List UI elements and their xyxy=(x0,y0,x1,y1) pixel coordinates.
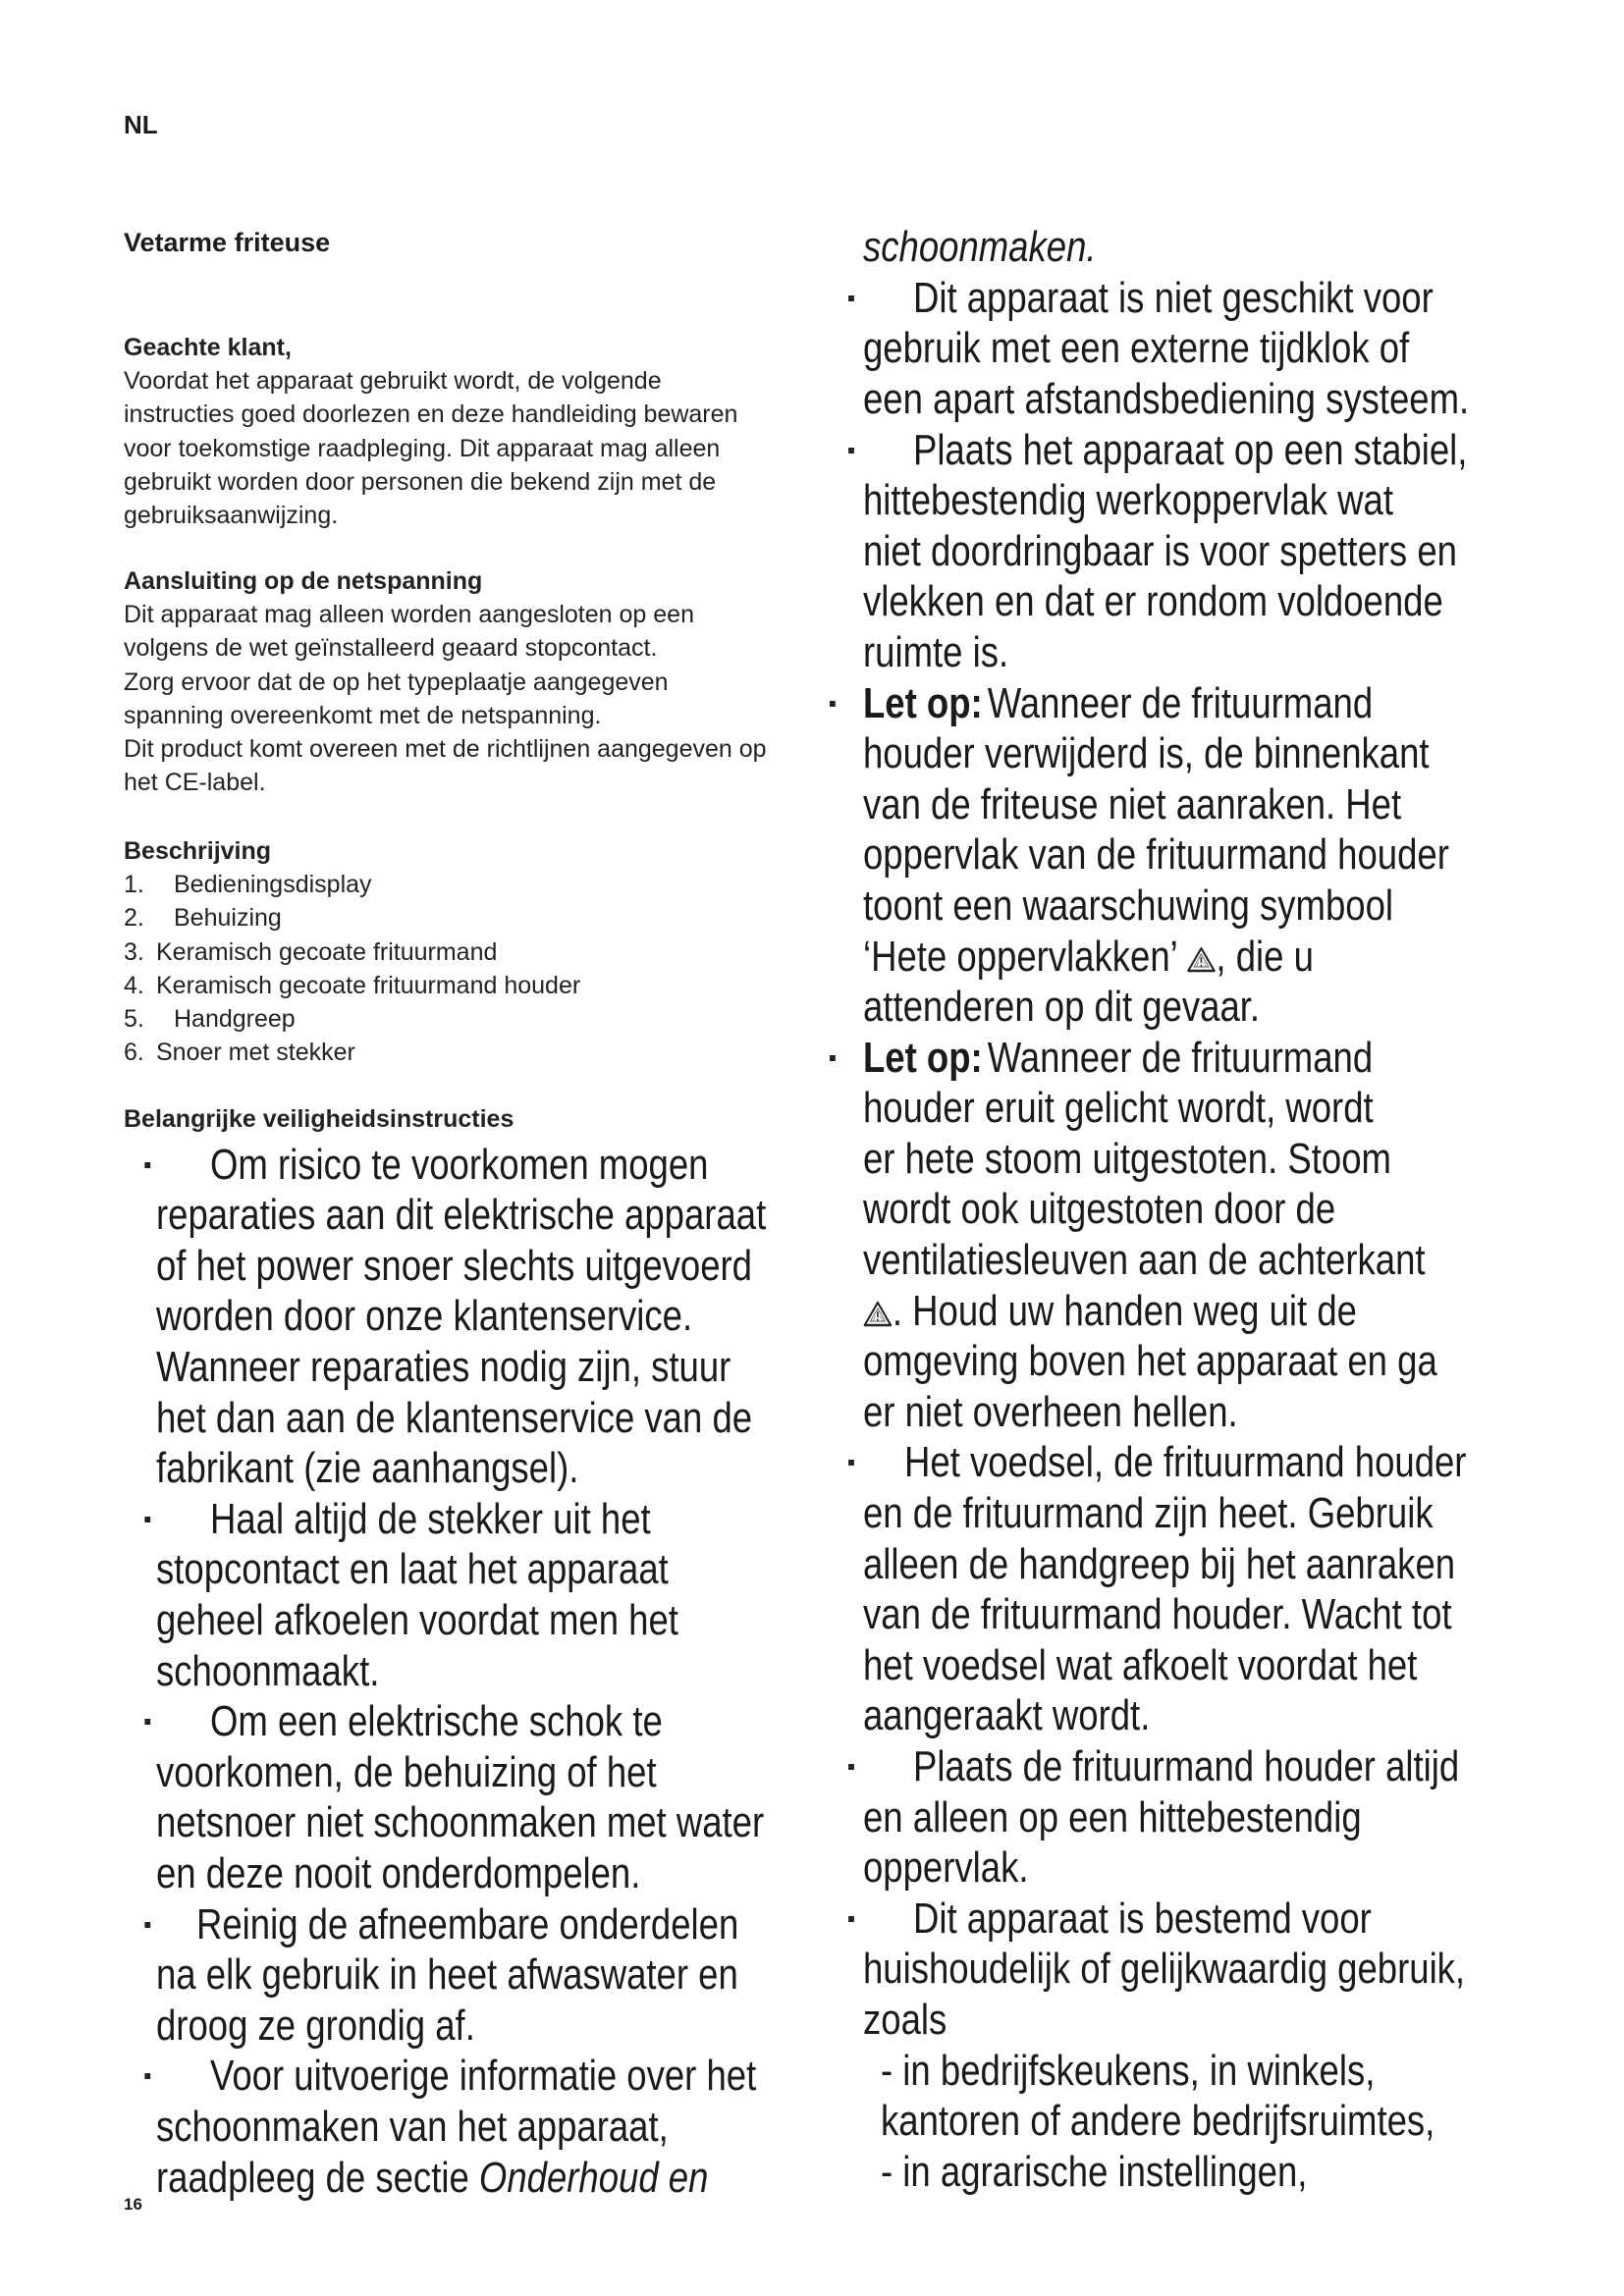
safety-item xyxy=(156,2051,791,2203)
safety-item xyxy=(156,1494,791,1696)
usage-examples-list: - in bedrijfskeukens, in winkels, kantoren of andere bedrijfsruimtes, - in agrarische instellingen, xyxy=(881,2046,1435,2196)
intro-text: Voordat het apparaat gebruikt wordt, de volgende instructies goed doorlezen en deze handleiding bewaren voor toekomstige raadpleging. Dit apparaat mag alleen gebruikt worden door personen die bekend zijn met de gebruiksaanwijzing. xyxy=(124,367,738,530)
bullet-icon xyxy=(848,295,854,301)
safety-item xyxy=(863,1437,1515,1741)
description-item xyxy=(124,868,580,901)
safety-warning-item xyxy=(863,1033,1515,1438)
item-label: Bedieningsdisplay xyxy=(174,871,372,899)
section-text: Dit apparaat mag alleen worden aangesloten op een volgens de wet geïnstalleerd geaard stopcontact. Zorg ervoor dat de op het typeplaatje aangegeven spanning overeenkomt met de netspanning. Dit product komt overeen met de richtlijnen aangegeven op het CE-label. xyxy=(124,601,767,797)
bullet-icon xyxy=(848,1764,854,1770)
safety-item-text: Wanneer de frituurmand houder verwijderd is, de binnenkant van de friteuse niet aanraken. Het oppervlak van de frituurmand houder toont een waarschuwing symbool ‘Hete oppervlakken’ xyxy=(863,678,1449,981)
safety-item-text: Dit apparaat is niet geschikt voor gebruik met een externe tijdklok of een apart afstandsbediening systeem. xyxy=(863,273,1470,423)
item-label: Snoer met stekker xyxy=(156,1039,355,1067)
item-label: Keramisch gecoate frituurmand houder xyxy=(156,971,581,999)
item-label: Handgreep xyxy=(174,1005,296,1034)
section-reference: Onderhoud en xyxy=(478,2153,709,2202)
safety-item xyxy=(863,425,1515,678)
description-item xyxy=(124,935,580,969)
item-number: 1. xyxy=(124,871,144,899)
item-number: 4. xyxy=(124,971,144,999)
bullet-icon xyxy=(144,1922,150,1928)
item-label: Keramisch gecoate frituurmand xyxy=(156,937,498,966)
safety-heading: Belangrijke veiligheidsinstructies xyxy=(124,1105,514,1133)
section-heading: Beschrijving xyxy=(124,837,272,865)
bullet-icon xyxy=(144,1162,150,1168)
bullet-icon xyxy=(144,1719,150,1725)
safety-item-text: Haal altijd de stekker uit het stopcontact en laat het apparaat geheel afkoelen voordat men het schoonmaakt. xyxy=(156,1494,678,1695)
continued-text: schoonmaken. xyxy=(863,223,1097,272)
description-section xyxy=(124,834,580,1069)
safety-warning-item xyxy=(863,678,1515,1033)
safety-item-text: Voor uitvoerige informatie over het schoonmaken van het apparaat, raadpleeg de sectie xyxy=(156,2052,757,2202)
safety-item-text-continued: , die u attenderen op dit gevaar. xyxy=(863,932,1314,1032)
intro-section xyxy=(124,331,737,532)
bullet-icon xyxy=(848,1460,854,1466)
safety-item xyxy=(156,1899,791,2052)
description-item xyxy=(124,1002,580,1036)
hot-surface-warning-icon xyxy=(863,1301,893,1327)
description-item xyxy=(124,1036,580,1069)
item-number: 5. xyxy=(124,1005,144,1034)
greeting: Geachte klant, xyxy=(124,334,292,361)
safety-item-text-continued: . Houd uw handen weg uit de omgeving boven het apparaat en ga er niet overheen hellen. xyxy=(863,1286,1437,1436)
bullet-icon xyxy=(830,1055,836,1061)
safety-item xyxy=(156,1140,791,1494)
hot-surface-warning-icon xyxy=(1187,946,1217,973)
item-number: 2. xyxy=(124,904,144,933)
language-code: NL xyxy=(124,110,158,139)
safety-item xyxy=(863,1894,1515,2046)
bullet-icon xyxy=(144,2073,150,2079)
document-title: Vetarme friteuse xyxy=(124,228,331,257)
description-item xyxy=(124,969,580,1002)
safety-item xyxy=(863,1741,1515,1894)
safety-item-text: Plaats de frituurmand houder altijd en alleen op een hittebestendig oppervlak. xyxy=(863,1742,1460,1893)
description-item xyxy=(124,901,580,934)
item-label: Behuizing xyxy=(174,904,282,933)
safety-item-text: Reinig de afneembare onderdelen na elk gebruik in heet afwaswater en droog ze grondig af. xyxy=(156,1899,739,2050)
safety-list-left xyxy=(156,1140,791,2203)
safety-item xyxy=(156,1696,791,1898)
safety-item-text: Dit apparaat is bestemd voor huishoudelijk of gelijkwaardig gebruik, zoals xyxy=(863,1894,1466,2044)
safety-item-text: Wanneer de frituurmand houder eruit gelicht wordt, wordt er hete stoom uitgestoten. Stoom wordt ook uitgestoten door de ventilatiesleuven aan de achterkant xyxy=(863,1033,1426,1285)
mains-connection-section xyxy=(124,564,767,799)
section-heading: Aansluiting op de netspanning xyxy=(124,567,483,595)
safety-item-text: Om risico te voorkomen mogen reparaties aan dit elektrische apparaat of het power snoer slechts uitgevoerd worden door onze klantenservice. Wanneer reparaties nodig zijn, stuur het dan aan de klantenservice van de fabrikant (zie aanhangsel). xyxy=(156,1140,767,1493)
page-number: 16 xyxy=(124,2195,142,2214)
bullet-icon xyxy=(848,448,854,454)
safety-list-right xyxy=(863,222,1515,2197)
warning-label: Let op: xyxy=(863,1033,983,1082)
item-number: 3. xyxy=(124,937,144,966)
bullet-icon xyxy=(848,1916,854,1922)
bullet-icon xyxy=(830,701,836,707)
safety-item-text: Om een elektrische schok te voorkomen, de behuizing of het netsnoer niet schoonmaken met water en deze nooit onderdompelen. xyxy=(156,1697,765,1897)
safety-item xyxy=(863,273,1515,425)
warning-label: Let op: xyxy=(863,678,983,727)
safety-item-text: Het voedsel, de frituurmand houder en de frituurmand zijn heet. Gebruik alleen de handgreep bij het aanraken van de frituurmand houder. Wacht tot het voedsel wat afkoelt voordat het aangeraakt wordt. xyxy=(863,1438,1467,1740)
bullet-icon xyxy=(144,1517,150,1522)
item-number: 6. xyxy=(124,1039,144,1067)
safety-item-text: Plaats het apparaat op een stabiel, hittebestendig werkoppervlak wat niet doordringbaar is voor spetters en vlekken en dat er rondom voldoende ruimte is. xyxy=(863,425,1468,676)
